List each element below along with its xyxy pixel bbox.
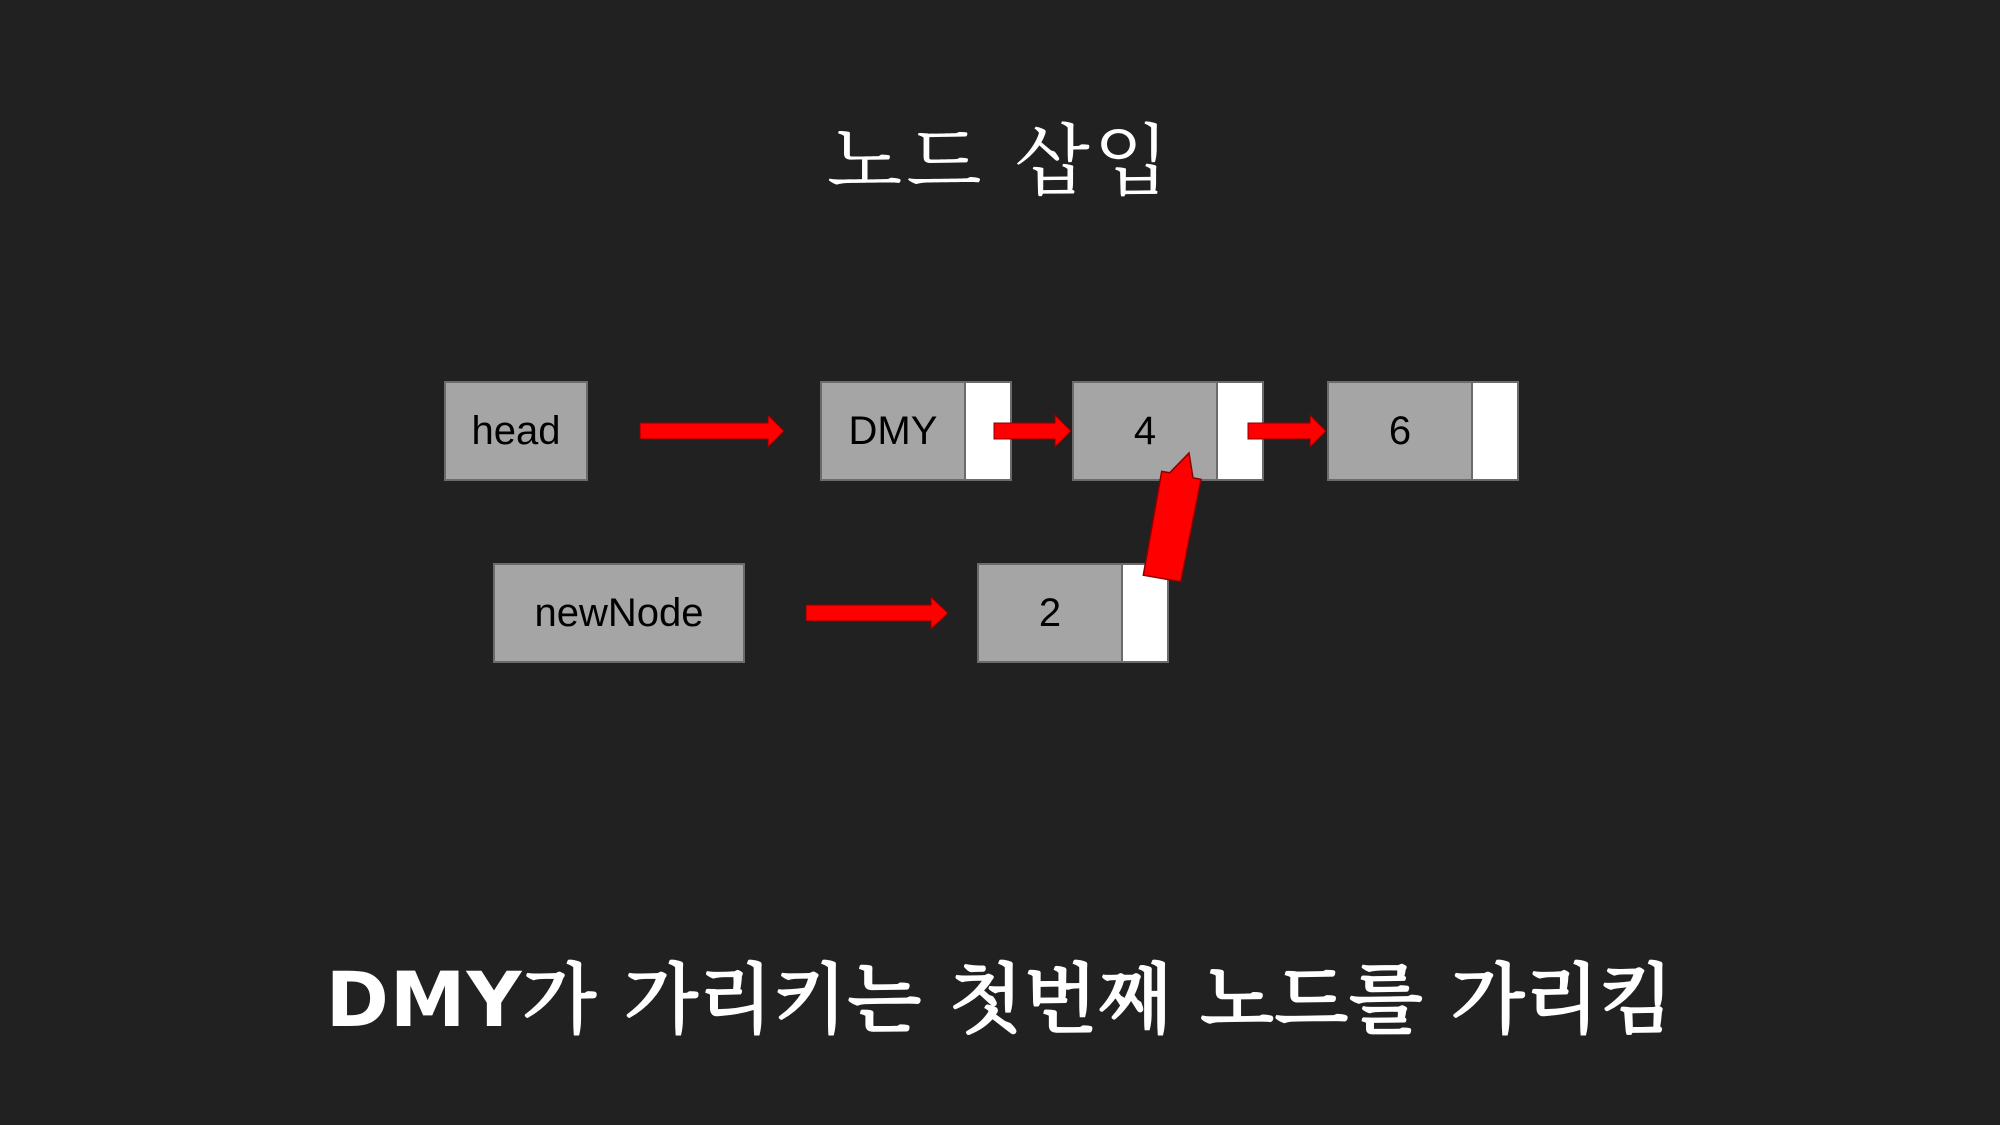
newnode-label: newNode xyxy=(534,590,704,635)
node-2-label: 2 xyxy=(1038,590,1062,635)
arrow-node-4-to-node-6 xyxy=(1248,415,1326,447)
arrow-node-2-to-node-4 xyxy=(1143,453,1201,582)
arrow-newnode-to-node-2 xyxy=(806,597,948,629)
arrow-dummy-to-node-4 xyxy=(994,415,1071,447)
arrow-head-to-dummy xyxy=(640,415,784,447)
dummy-node-label: DMY xyxy=(848,408,938,453)
head-label: head xyxy=(471,408,561,453)
slide-title: 노드 삽입 xyxy=(826,117,1174,207)
node-4-label: 4 xyxy=(1133,408,1157,453)
node-6-label: 6 xyxy=(1388,408,1412,453)
slide-caption: DMY가 가리키는 첫번째 노드를 가리킴 xyxy=(325,955,1675,1044)
